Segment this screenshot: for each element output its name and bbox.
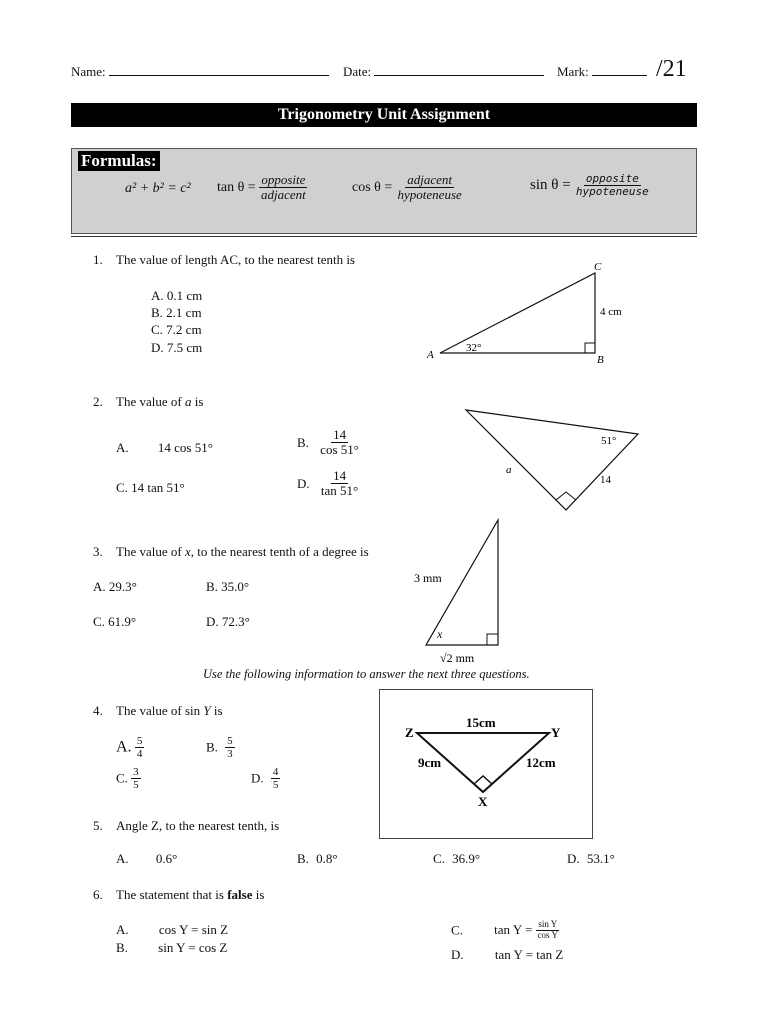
q3-angle-label: x (437, 627, 443, 641)
q5-option-a-label: A. (116, 851, 129, 866)
q2-side-a-label: a (506, 464, 512, 476)
q2-option-d-den: tan 51° (320, 483, 359, 499)
q1-angle-label: 32° (466, 342, 482, 354)
q3-hyp-label: 3 mm (414, 571, 442, 585)
q6-option-d[interactable] (451, 947, 563, 963)
q1-vertex-c: C (594, 261, 602, 273)
side-yx-label: 12cm (526, 755, 556, 770)
vertex-z-label: Z (405, 725, 414, 740)
q2-option-a-value: 14 cos 51° (157, 440, 213, 455)
q2-option-b-num: 14 (333, 427, 347, 442)
formula-label: Formulas: (78, 151, 160, 171)
q1-vertex-b: B (597, 354, 604, 366)
formula-box (71, 148, 697, 234)
vertex-y-label: Y (551, 725, 561, 740)
q6-option-b[interactable] (116, 940, 227, 956)
q2-option-b[interactable] (297, 428, 361, 458)
q6-option-b-value: sin Y = cos Z (158, 940, 228, 955)
side-zy-label: 15cm (466, 715, 496, 730)
q5-option-b-label: B. (297, 851, 309, 866)
q6-option-a-value: cos Y = sin Z (158, 922, 229, 937)
q6-option-c-label: C. (451, 922, 463, 938)
q4-option-b-num: 5 (227, 735, 233, 747)
mark-label: Mark: (557, 64, 589, 79)
q5-option-c-label: C. (433, 851, 445, 866)
q1-text: The value of length AC, to the nearest tenth is (116, 252, 355, 267)
q2-option-a-label: A. (116, 440, 129, 455)
q3-number: 3. (93, 544, 103, 559)
q4-option-d-num: 4 (272, 766, 279, 778)
q5-text: Angle Z, to the nearest tenth, is (116, 818, 280, 833)
date-label: Date: (343, 64, 372, 79)
q4-text: The value of sin Y is (116, 703, 223, 718)
q2-angle-label: 51° (601, 435, 617, 447)
tan-num: opposite (261, 172, 306, 187)
q4-option-a-den: 4 (136, 748, 143, 761)
q6-option-c-num: sin Y (538, 919, 558, 929)
q5-option-d-label: D. (567, 851, 580, 866)
q3-option-c[interactable]: C. 61.9° (93, 614, 137, 629)
q1-option-c[interactable]: C. 7.2 cm (151, 322, 202, 337)
q3-base-label: √2 mm (440, 651, 475, 665)
q1-side-label: 4 cm (600, 306, 622, 318)
q3-text: The value of x, to the nearest tenth of a degree is (116, 544, 369, 559)
q4-option-a[interactable] (116, 735, 144, 760)
q6-text-pre: The statement that is (116, 887, 228, 902)
q2-option-d-label: D. (297, 475, 310, 491)
q4-number: 4. (93, 703, 103, 718)
q4-option-d-label: D. (251, 770, 264, 786)
q2-number: 2. (93, 394, 103, 409)
q4-option-c-label: C. (116, 770, 128, 786)
vertex-x-label: X (478, 794, 488, 809)
q6-option-a-label: A. (116, 922, 129, 937)
date-label-row (343, 63, 544, 80)
mark-total: /21 (656, 56, 687, 82)
q4-option-a-num: 5 (136, 735, 143, 747)
q6-option-d-label: D. (451, 947, 464, 962)
cos-den: hypoteneuse (397, 187, 462, 203)
q1-triangle-diagram (420, 255, 630, 370)
q2-triangle-diagram (460, 402, 650, 518)
cos-num: adjacent (407, 172, 453, 187)
q4-option-c-den: 5 (133, 779, 139, 792)
q4-option-b[interactable] (206, 735, 235, 760)
q4-option-a-label: A. (116, 738, 132, 756)
q5-option-d-value: 53.1° (586, 851, 615, 866)
q5-option-d[interactable] (567, 851, 615, 867)
q5-option-a-value: 0.6° (155, 851, 178, 866)
q6-option-a[interactable] (116, 922, 228, 938)
q4-option-d[interactable] (251, 766, 280, 791)
name-field[interactable] (109, 63, 329, 76)
q4-option-d-den: 5 (272, 779, 279, 792)
q5-option-a[interactable] (116, 851, 177, 867)
q6-text (116, 887, 264, 903)
q6-text-post: is (252, 887, 265, 902)
tan-lhs: tan θ = (217, 179, 256, 195)
q6-number: 6. (93, 887, 103, 902)
q5-option-b[interactable] (297, 851, 338, 867)
sin-num: opposite (585, 172, 639, 185)
q4-option-c-num: 3 (133, 766, 139, 778)
name-label: Name: (71, 64, 106, 79)
sin-lhs: sin θ = (530, 177, 571, 194)
q1-number: 1. (93, 252, 103, 267)
q6-option-c-lhs: tan Y = (494, 922, 533, 938)
cos-formula (352, 173, 464, 203)
cos-lhs: cos θ = (352, 179, 393, 195)
name-label-row (71, 63, 329, 80)
tan-den: adjacent (260, 187, 306, 203)
page-title: Trigonometry Unit Assignment (71, 103, 697, 127)
q6-option-c-den: cos Y (537, 929, 558, 940)
side-zx-label: 9cm (418, 755, 442, 770)
q5-option-c[interactable] (433, 851, 480, 867)
sin-formula (530, 173, 651, 198)
q2-option-b-den: cos 51° (320, 442, 359, 458)
q2-option-b-label: B. (297, 434, 309, 450)
q5-number: 5. (93, 818, 103, 833)
sin-den: hypoteneuse (575, 185, 649, 199)
tan-formula (217, 173, 308, 203)
q2-option-c[interactable]: C. 14 tan 51° (116, 480, 185, 495)
xyz-triangle-diagram (380, 690, 592, 838)
q2-option-a[interactable] (116, 440, 213, 456)
q6-text-bold: false (227, 887, 253, 902)
q2-side-label: 14 (600, 474, 611, 486)
q3-option-b[interactable]: B. 35.0° (206, 579, 250, 594)
mark-field[interactable] (592, 63, 647, 76)
q3-option-d[interactable]: D. 72.3° (206, 614, 250, 629)
q6-option-b-label: B. (116, 940, 128, 955)
q4-option-b-den: 3 (227, 748, 233, 761)
q5-option-c-value: 36.9° (452, 851, 481, 866)
date-field[interactable] (374, 63, 544, 76)
pythagorean-formula: a² + b² = c² (125, 181, 191, 196)
q4-option-c[interactable] (116, 766, 141, 791)
q5-option-b-value: 0.8° (316, 851, 338, 866)
q4-option-b-label: B. (206, 739, 218, 755)
q1-option-a[interactable]: A. 0.1 cm (151, 288, 203, 303)
q3-option-a[interactable]: A. 29.3° (93, 579, 137, 594)
q1-option-b[interactable]: B. 2.1 cm (151, 305, 202, 320)
xyz-diagram-box (379, 689, 593, 839)
q6-option-c[interactable] (451, 920, 560, 941)
mark-label-row (557, 63, 647, 80)
q3-triangle-diagram (410, 516, 510, 668)
q2-option-d[interactable] (297, 469, 360, 499)
q6-option-d-value: tan Y = tan Z (494, 947, 564, 962)
q1-option-d[interactable]: D. 7.5 cm (151, 340, 203, 355)
q2-text: The value of a is (116, 394, 204, 409)
q1-vertex-a: A (427, 349, 434, 361)
section-divider (71, 236, 697, 237)
q2-option-d-num: 14 (333, 468, 347, 483)
instruction-text: Use the following information to answer the next three questions. (203, 667, 530, 681)
